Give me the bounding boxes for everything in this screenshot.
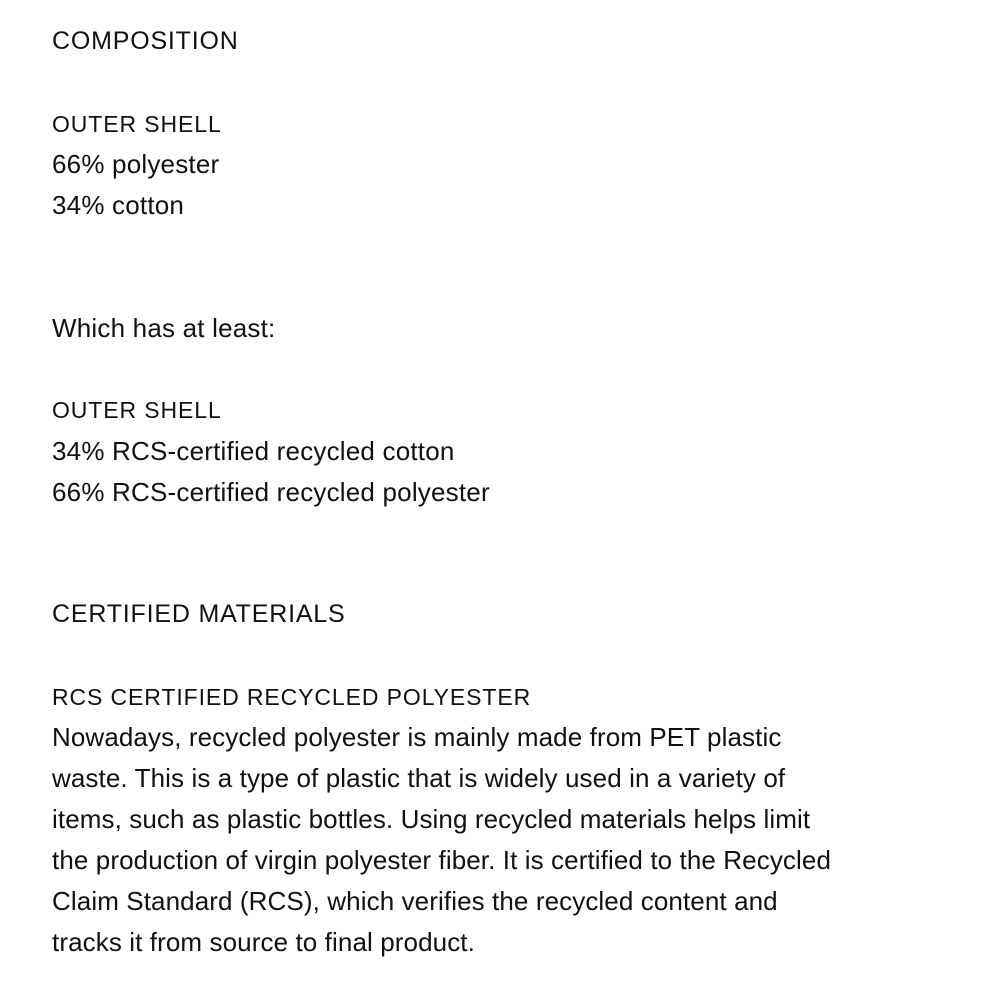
- rcs-item-title: RCS CERTIFIED RECYCLED POLYESTER: [52, 684, 532, 710]
- outer-shell-label-recycled: OUTER SHELL: [52, 397, 222, 423]
- outer-shell-label: OUTER SHELL: [52, 111, 222, 137]
- certified-materials-title: CERTIFIED MATERIALS: [52, 600, 346, 628]
- rcs-description-line: waste. This is a type of plastic that is widely used in a variety of: [52, 763, 786, 793]
- rcs-description-line: the production of virgin polyester fiber. It is certified to the Recycled: [52, 845, 832, 875]
- rcs-description-line: Nowadays, recycled polyester is mainly made from PET plastic: [52, 722, 782, 752]
- rcs-description: [52, 717, 952, 963]
- rcs-description-line: tracks it from source to final product.: [52, 927, 475, 957]
- rcs-description-line: items, such as plastic bottles. Using recycled materials helps limit: [52, 804, 811, 834]
- rcs-description-line: Claim Standard (RCS), which verifies the recycled content and: [52, 886, 778, 916]
- composition-title: COMPOSITION: [52, 27, 239, 55]
- recycled-cotton-line: 34% RCS-certified recycled cotton: [52, 436, 455, 466]
- composition-material-cotton: 34% cotton: [52, 190, 185, 220]
- composition-material-polyester: 66% polyester: [52, 149, 220, 179]
- at-least-intro: Which has at least:: [52, 313, 276, 343]
- recycled-polyester-line: 66% RCS-certified recycled polyester: [52, 477, 490, 507]
